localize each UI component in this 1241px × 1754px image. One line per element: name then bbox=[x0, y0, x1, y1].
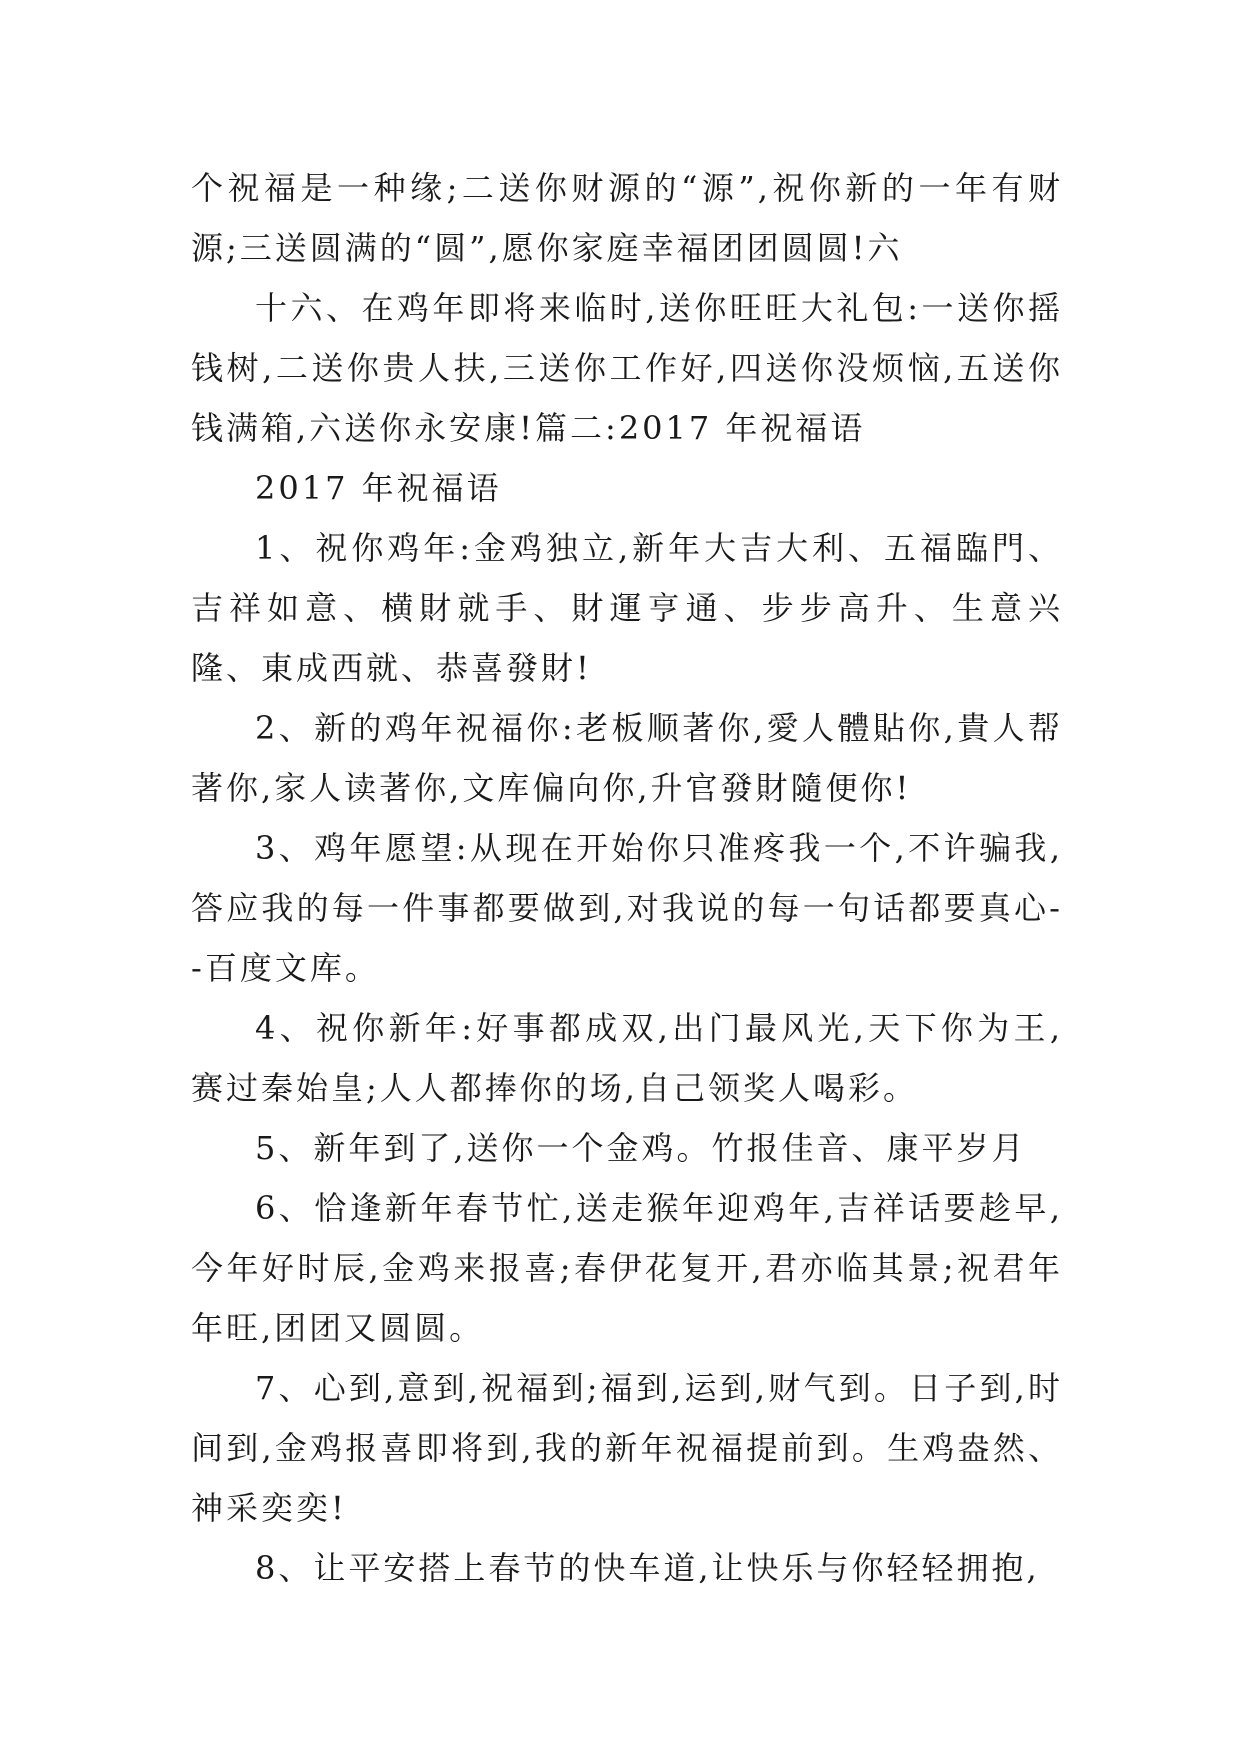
paragraph-item-8: 8、让平安搭上春节的快车道,让快乐与你轻轻拥抱, bbox=[255, 1549, 1040, 1587]
section-heading: 2017 年祝福语 bbox=[255, 469, 502, 507]
paragraph-item-3: 3、鸡年愿望:从现在开始你只准疼我一个,不许骗我,答应我的每一件事都要做到,对我说的每一句话都要真心--百度文库。 bbox=[191, 829, 1063, 987]
paragraph-item-5: 5、新年到了,送你一个金鸡。竹报佳音、康平岁月 bbox=[255, 1129, 1027, 1167]
paragraph-item-4: 4、祝你新年:好事都成双,出门最风光,天下你为王,赛过秦始皇;人人都捧你的场,自己领奖人喝彩。 bbox=[191, 1009, 1063, 1107]
paragraph-item-6: 6、恰逢新年春节忙,送走猴年迎鸡年,吉祥话要趁早,今年好时辰,金鸡来报喜;春伊花复开,君亦临其景;祝君年年旺,团团又圆圆。 bbox=[191, 1189, 1063, 1347]
paragraph-item-7: 7、心到,意到,祝福到;福到,运到,财气到。日子到,时间到,金鸡报喜即将到,我的新年祝福提前到。生鸡盎然、神采奕奕! bbox=[191, 1369, 1063, 1527]
paragraph-item-2: 2、新的鸡年祝福你:老板顺著你,愛人體貼你,貴人帮著你,家人读著你,文库偏向你,升官發財隨便你! bbox=[191, 709, 1063, 807]
paragraph-item-16: 十六、在鸡年即将来临时,送你旺旺大礼包:一送你摇钱树,二送你贵人扶,三送你工作好,四送你没烦恼,五送你钱满箱,六送你永安康!篇二:2017 年祝福语 bbox=[191, 289, 1063, 447]
paragraph-continuation: 个祝福是一种缘;二送你财源的“源”,祝你新的一年有财源;三送圆满的“圆”,愿你家庭幸福团团圆圆!六 bbox=[191, 169, 1063, 267]
document-body bbox=[191, 158, 1063, 1598]
paragraph-item-1: 1、祝你鸡年:金鸡独立,新年大吉大利、五福臨門、吉祥如意、横財就手、財運亨通、步步高升、生意兴隆、東成西就、恭喜發財! bbox=[191, 529, 1063, 687]
